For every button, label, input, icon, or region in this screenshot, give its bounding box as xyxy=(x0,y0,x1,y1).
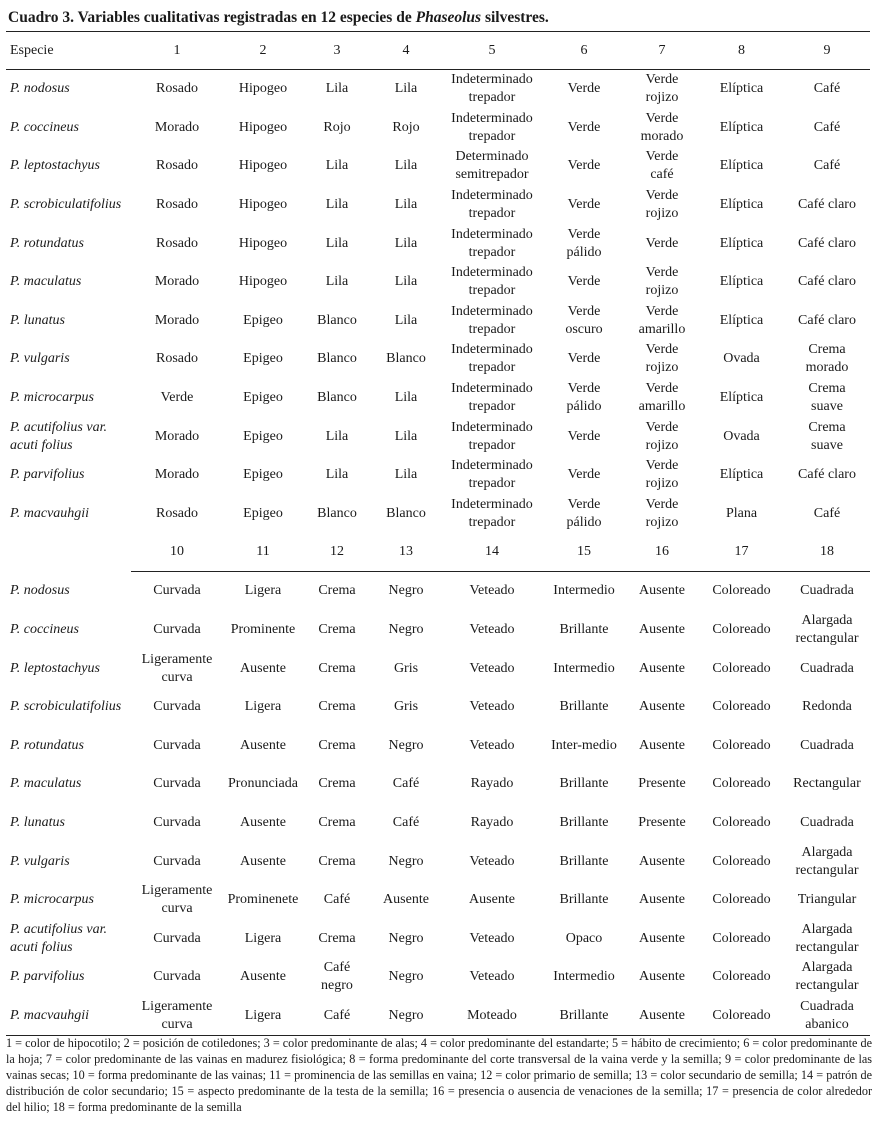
column-header-4: 4 xyxy=(371,32,441,70)
table-cell: Lila xyxy=(325,158,349,174)
table-cell: Indeterminado trepador xyxy=(451,419,533,453)
species-name: P. vulgaris xyxy=(10,853,70,869)
table-cell: Crema xyxy=(318,776,356,792)
species-name: P. leptostachyus xyxy=(10,158,100,174)
table-cell: Epigeo xyxy=(243,351,283,367)
table-cell: Epigeo xyxy=(243,312,283,328)
table-cell: Negro xyxy=(371,997,441,1036)
table-cell: Rosado xyxy=(156,158,198,174)
table-cell: Crema suave xyxy=(808,419,846,453)
table-cell: Indeterminado trepador xyxy=(451,303,533,337)
table-cell: Coloreado xyxy=(699,997,784,1036)
species-name: P. maculatus xyxy=(10,274,82,290)
table-cell: Café negro xyxy=(321,960,353,994)
table-cell: Hipogeo xyxy=(238,274,288,290)
species-name: P. coccineus xyxy=(10,119,79,135)
species-name: P. nodosus xyxy=(10,81,70,97)
column-header-14: 14 xyxy=(441,533,543,572)
table-cell: Coloreado xyxy=(712,622,771,638)
table-cell: Opaco xyxy=(565,930,603,946)
table-cell: Verde xyxy=(160,390,194,406)
table-row xyxy=(6,804,870,843)
table-row xyxy=(6,263,870,302)
table-cell: Café xyxy=(813,158,841,174)
table-cell: Crema morado xyxy=(805,342,849,376)
table-cell: Curvada xyxy=(153,776,201,792)
table-cell: Verde amarillo xyxy=(638,381,686,415)
table-cell: Brillante xyxy=(559,814,609,830)
caption-prefix: Cuadro 3. Variables cualitativas registradas en 12 especies de xyxy=(8,9,416,26)
table-cell: Presente xyxy=(638,814,686,830)
table-cell: Lila xyxy=(325,274,349,290)
species-name: P. macvauhgii xyxy=(10,505,90,521)
species-name: P. coccineus xyxy=(10,622,79,638)
table-cell: Epigeo xyxy=(243,467,283,483)
table-cell: Intermedio xyxy=(553,583,615,599)
table-cell: Café claro xyxy=(798,274,856,290)
table-cell: Lila xyxy=(394,390,418,406)
table-row xyxy=(6,572,870,611)
table-cell: Lila xyxy=(394,428,418,444)
table-row xyxy=(6,919,870,958)
table-cell: Ausente xyxy=(639,583,685,599)
column-header-7: 7 xyxy=(625,32,699,70)
table-row xyxy=(6,147,870,186)
table-cell: Ausente xyxy=(639,892,685,908)
table-cell: Indeterminado trepador xyxy=(451,265,533,299)
table-cell: Crema xyxy=(318,814,356,830)
table-cell: Blanco xyxy=(386,351,426,367)
table-cell: Lila xyxy=(325,428,349,444)
header-spacer xyxy=(6,533,131,572)
species-name: P. macvauhgii xyxy=(6,997,131,1036)
table-cell: Intermedio xyxy=(553,969,615,985)
table-cell: Moteado xyxy=(441,997,543,1036)
table-cell: Cuadrada abanico xyxy=(784,997,870,1036)
table-cell: Rosado xyxy=(156,351,198,367)
table-cell: Café claro xyxy=(798,235,856,251)
table-cell: Ausente xyxy=(383,892,429,908)
table-cell: Rosado xyxy=(156,197,198,213)
column-header-13: 13 xyxy=(371,533,441,572)
table-cell: Morado xyxy=(154,428,200,444)
table-cell: Verde xyxy=(567,351,601,367)
table-cell: Indeterminado trepador xyxy=(451,188,533,222)
table-cell: Curvada xyxy=(153,853,201,869)
table-row xyxy=(6,997,870,1036)
table-caption xyxy=(8,9,549,27)
table-cell: Lila xyxy=(394,158,418,174)
table-cell: Indeterminado trepador xyxy=(451,226,533,260)
table-cell: Lila xyxy=(394,312,418,328)
table-cell: Blanco xyxy=(317,505,357,521)
table-cell: Verde xyxy=(567,81,601,97)
table-row xyxy=(6,688,870,727)
column-header-18: 18 xyxy=(784,533,870,572)
species-name: P. nodosus xyxy=(10,583,70,599)
table-cell: Curvada xyxy=(153,814,201,830)
table-cell: Elíptica xyxy=(719,197,764,213)
table-row xyxy=(6,958,870,997)
table-cell: Curvada xyxy=(153,930,201,946)
table-cell: Coloreado xyxy=(712,737,771,753)
table-cell: Prominente xyxy=(230,622,296,638)
table-cell: Ligeramente curva xyxy=(141,651,213,685)
table-cell: Elíptica xyxy=(719,158,764,174)
table-cell: Verde amarillo xyxy=(638,303,686,337)
table-cell: Morado xyxy=(154,274,200,290)
table-cell: Crema xyxy=(318,583,356,599)
table-row xyxy=(6,224,870,263)
table-cell: Rectangular xyxy=(793,776,861,792)
table-cell: Inter-medio xyxy=(551,737,617,753)
table-cell: Indeterminado trepador xyxy=(451,110,533,144)
table-cell: Lila xyxy=(325,197,349,213)
table-cell: Ligera xyxy=(244,930,282,946)
table-cell: Pronunciada xyxy=(228,776,298,792)
table-cell: Verde pálido xyxy=(566,226,602,260)
species-name: P. rotundatus xyxy=(10,737,84,753)
table-cell: Lila xyxy=(394,197,418,213)
table-cell: Ausente xyxy=(639,930,685,946)
table-cell: Veteado xyxy=(469,930,515,946)
table-cell: Rayado xyxy=(470,814,514,830)
table-cell: Ligeramente curva xyxy=(141,883,213,917)
table-cell: Ausente xyxy=(639,969,685,985)
table-cell: Ausente xyxy=(240,660,286,676)
table-cell: Rosado xyxy=(156,505,198,521)
table-cell: Indeterminado trepador xyxy=(451,342,533,376)
table-cell: Elíptica xyxy=(719,274,764,290)
table-cell: Brillante xyxy=(559,699,609,715)
table-cell: Ausente xyxy=(639,737,685,753)
table-cell: Plana xyxy=(725,505,758,521)
table-cell: Lila xyxy=(394,81,418,97)
table-cell: Ausente xyxy=(625,997,699,1036)
species-name: P. parvifolius xyxy=(10,467,85,483)
table-row xyxy=(6,456,870,495)
table-cell: Cuadrada xyxy=(800,583,854,599)
table-cell: Coloreado xyxy=(712,699,771,715)
table-cell: Veteado xyxy=(469,737,515,753)
table-cell: Hipogeo xyxy=(238,235,288,251)
table-cell: Coloreado xyxy=(712,814,771,830)
species-name: P. microcarpus xyxy=(10,390,94,406)
table-cell: Prominenete xyxy=(227,892,299,908)
table-cell: Café xyxy=(392,814,420,830)
species-name: P. acutifolius var. acuti folius xyxy=(10,921,107,955)
table-row xyxy=(6,417,870,456)
table-cell: Ausente xyxy=(240,969,286,985)
table-cell: Blanco xyxy=(317,390,357,406)
column-header-1: 1 xyxy=(131,32,223,70)
table-cell: Curvada xyxy=(153,622,201,638)
table-cell: Ausente xyxy=(639,853,685,869)
column-header-3: 3 xyxy=(303,32,371,70)
column-header-2: 2 xyxy=(223,32,303,70)
table-cell: Brillante xyxy=(559,776,609,792)
table-cell: Café xyxy=(392,776,420,792)
table-cell: Ovada xyxy=(723,428,760,444)
table-cell: Lila xyxy=(325,467,349,483)
table-row xyxy=(6,340,870,379)
table-cell: Verde rojizo xyxy=(645,342,679,376)
table-row xyxy=(6,186,870,225)
species-name: P. lunatus xyxy=(10,814,65,830)
table-cell: Negro xyxy=(388,583,424,599)
table-cell: Indeterminado trepador xyxy=(451,458,533,492)
table-cell: Cuadrada xyxy=(800,660,854,676)
table-cell: Café xyxy=(813,119,841,135)
table-cell: Veteado xyxy=(469,853,515,869)
column-header-6: 6 xyxy=(543,32,625,70)
table-cell: Lila xyxy=(394,235,418,251)
table-cell: Cuadrada xyxy=(800,814,854,830)
caption-genus: Phaseolus xyxy=(415,9,482,26)
table-cell: Verde xyxy=(567,274,601,290)
table-cell: Coloreado xyxy=(712,660,771,676)
species-name: P. lunatus xyxy=(10,312,65,328)
table-cell: Determinado semitrepador xyxy=(455,149,529,183)
table-cell: Ausente xyxy=(639,622,685,638)
table-cell: Gris xyxy=(393,660,419,676)
table-cell: Morado xyxy=(154,119,200,135)
table-cell: Hipogeo xyxy=(238,81,288,97)
table-cell: Alargada rectangular xyxy=(795,960,859,994)
table-cell: Crema suave xyxy=(808,381,846,415)
table-cell: Rosado xyxy=(156,235,198,251)
table-cell: Coloreado xyxy=(712,776,771,792)
table-cell: Hipogeo xyxy=(238,119,288,135)
table-cell: Rojo xyxy=(323,119,351,135)
footnote: 1 = color de hipocotilo; 2 = posición de cotiledones; 3 = color predominante de alas; 4 = color predominante del estandarte; 5 = hábito de crecimiento; 6 = color predominante de la hoja; 7 = color predominante de las vainas en madurez fisiológica; 8 = forma predominante del corte transversal de la vaina verde y la semilla; 9 = color predominante de las vainas secas; 10 = forma predominante de las vainas; 11 = prominencia de las semillas en vaina; 12 = color primario de semilla; 13 = color secundario de semilla; 14 = patrón de distribución de color secundario; 15 = aspecto predominante de la testa de la semilla; 16 = presencia o ausencia de venaciones de la semilla; 17 = presencia de color alrededor del hilio; 18 = forma predominante de la semilla xyxy=(6,1036,872,1114)
table-cell: Indeterminado trepador xyxy=(451,496,533,530)
table-cell: Lila xyxy=(394,467,418,483)
column-header-15: 15 xyxy=(543,533,625,572)
table-cell: Blanco xyxy=(317,351,357,367)
table-cell: Curvada xyxy=(153,699,201,715)
table-cell: Verde café xyxy=(645,149,679,183)
column-header-5: 5 xyxy=(441,32,543,70)
table-cell: Café xyxy=(813,505,841,521)
table-cell: Verde xyxy=(567,158,601,174)
table-cell: Coloreado xyxy=(712,583,771,599)
table-cell: Café xyxy=(323,892,351,908)
table-cell: Ovada xyxy=(723,351,760,367)
table2-header-row xyxy=(6,533,870,572)
table-cell: Ausente xyxy=(240,853,286,869)
column-header-11: 11 xyxy=(223,533,303,572)
column-header-17: 17 xyxy=(699,533,784,572)
species-name: P. microcarpus xyxy=(10,892,94,908)
table-cell: Coloreado xyxy=(712,892,771,908)
table-cell: Brillante xyxy=(543,997,625,1036)
table-cell: Negro xyxy=(388,853,424,869)
table-cell: Rojo xyxy=(392,119,420,135)
table-cell: Elíptica xyxy=(719,235,764,251)
table-cell: Verde xyxy=(567,467,601,483)
table-cell: Hipogeo xyxy=(238,197,288,213)
table-cell: Negro xyxy=(388,622,424,638)
table-cell: Ligeramente curva xyxy=(131,997,223,1036)
species-name: P. vulgaris xyxy=(10,351,70,367)
table-cell: Epigeo xyxy=(243,390,283,406)
table-cell: Verde xyxy=(567,428,601,444)
table-cell: Brillante xyxy=(559,853,609,869)
table-cell: Coloreado xyxy=(712,930,771,946)
table-cell: Redonda xyxy=(802,699,852,715)
table-cell: Verde oscuro xyxy=(565,303,603,337)
species-name: P. maculatus xyxy=(10,776,82,792)
species-name: P. acutifolius var. acuti folius xyxy=(10,419,107,453)
table-row xyxy=(6,765,870,804)
species-name: P. scrobiculatifolius xyxy=(10,699,122,715)
table-cell: Ausente xyxy=(240,814,286,830)
table-cell: Verde rojizo xyxy=(645,72,679,106)
table-cell: Curvada xyxy=(153,969,201,985)
table-cell: Brillante xyxy=(559,892,609,908)
table-cell: Verde morado xyxy=(640,110,684,144)
table-row xyxy=(6,70,870,109)
table-cell: Verde pálido xyxy=(566,381,602,415)
table-row xyxy=(6,379,870,418)
table-cell: Veteado xyxy=(469,969,515,985)
table-cell: Elíptica xyxy=(719,467,764,483)
table-cell: Lila xyxy=(325,81,349,97)
table-cell: Ausente xyxy=(639,660,685,676)
table-cell: Gris xyxy=(393,699,419,715)
table-cell: Crema xyxy=(318,622,356,638)
table-cell: Curvada xyxy=(153,737,201,753)
caption-suffix: silvestres. xyxy=(481,9,549,26)
column-header-8: 8 xyxy=(699,32,784,70)
table-cell: Negro xyxy=(388,930,424,946)
table-row xyxy=(6,842,870,881)
table-cell: Elíptica xyxy=(719,312,764,328)
table-row xyxy=(6,727,870,766)
species-name: P. scrobiculatifolius xyxy=(10,197,122,213)
table-cell: Verde xyxy=(645,235,679,251)
table-row xyxy=(6,881,870,920)
table-cell: Verde rojizo xyxy=(645,458,679,492)
table-cell: Negro xyxy=(388,737,424,753)
column-header-16: 16 xyxy=(625,533,699,572)
table-cell: Crema xyxy=(318,737,356,753)
table-cell: Intermedio xyxy=(553,660,615,676)
table-cell: Verde rojizo xyxy=(645,265,679,299)
table-cell: Brillante xyxy=(559,622,609,638)
table-cell: Ligera xyxy=(244,583,282,599)
table-cell: Lila xyxy=(325,235,349,251)
column-header-12: 12 xyxy=(303,533,371,572)
table-row xyxy=(6,495,870,534)
table-cell: Coloreado xyxy=(712,853,771,869)
species-name: P. rotundatus xyxy=(10,235,84,251)
table-cell: Café xyxy=(813,81,841,97)
table-cell: Crema xyxy=(318,699,356,715)
table-cell: Alargada rectangular xyxy=(795,921,859,955)
table-cell: Elíptica xyxy=(719,390,764,406)
column-header-10: 10 xyxy=(131,533,223,572)
table-cell: Triangular xyxy=(797,892,857,908)
table-cell: Ligera xyxy=(244,699,282,715)
table-cell: Coloreado xyxy=(712,969,771,985)
column-header-especie: Especie xyxy=(6,32,131,70)
table-cell: Veteado xyxy=(469,660,515,676)
table-row xyxy=(6,649,870,688)
table-row xyxy=(6,109,870,148)
table-cell: Blanco xyxy=(386,505,426,521)
table-cell: Blanco xyxy=(317,312,357,328)
column-header-9: 9 xyxy=(784,32,870,70)
table-cell: Ligera xyxy=(223,997,303,1036)
table-cell: Verde xyxy=(567,197,601,213)
table-cell: Verde xyxy=(567,119,601,135)
table-cell: Indeterminado trepador xyxy=(451,381,533,415)
table1-header-row xyxy=(6,32,870,70)
table-cell: Presente xyxy=(638,776,686,792)
variables-table xyxy=(6,31,870,1036)
table-cell: Veteado xyxy=(469,699,515,715)
table-cell: Veteado xyxy=(469,622,515,638)
table-cell: Lila xyxy=(394,274,418,290)
species-name: P. leptostachyus xyxy=(10,660,100,676)
table-cell: Epigeo xyxy=(243,428,283,444)
table-cell: Crema xyxy=(318,660,356,676)
table-cell: Verde rojizo xyxy=(645,419,679,453)
table-cell: Alargada rectangular xyxy=(795,844,859,878)
table-row xyxy=(6,611,870,650)
table-cell: Curvada xyxy=(153,583,201,599)
table-cell: Veteado xyxy=(469,583,515,599)
species-name: P. parvifolius xyxy=(10,969,85,985)
table-cell: Elíptica xyxy=(719,119,764,135)
table-cell: Crema xyxy=(318,853,356,869)
table-cell: Morado xyxy=(154,312,200,328)
table-cell: Café claro xyxy=(798,312,856,328)
table-cell: Café claro xyxy=(798,197,856,213)
table-cell: Café xyxy=(303,997,371,1036)
table-cell: Rayado xyxy=(470,776,514,792)
table-cell: Rosado xyxy=(156,81,198,97)
table-cell: Alargada rectangular xyxy=(795,613,859,647)
table-cell: Negro xyxy=(388,969,424,985)
table-cell: Verde pálido xyxy=(566,496,602,530)
table-cell: Verde rojizo xyxy=(645,188,679,222)
table-cell: Crema xyxy=(318,930,356,946)
table-cell: Hipogeo xyxy=(238,158,288,174)
table-cell: Epigeo xyxy=(243,505,283,521)
table-cell: Cuadrada xyxy=(800,737,854,753)
table-cell: Ausente xyxy=(240,737,286,753)
table-cell: Morado xyxy=(154,467,200,483)
table-cell: Elíptica xyxy=(719,81,764,97)
table-cell: Ausente xyxy=(639,699,685,715)
table-cell: Café claro xyxy=(798,467,856,483)
table-cell: Verde rojizo xyxy=(645,496,679,530)
table-cell: Indeterminado trepador xyxy=(451,72,533,106)
table-cell: Ausente xyxy=(469,892,515,908)
table-row xyxy=(6,302,870,341)
